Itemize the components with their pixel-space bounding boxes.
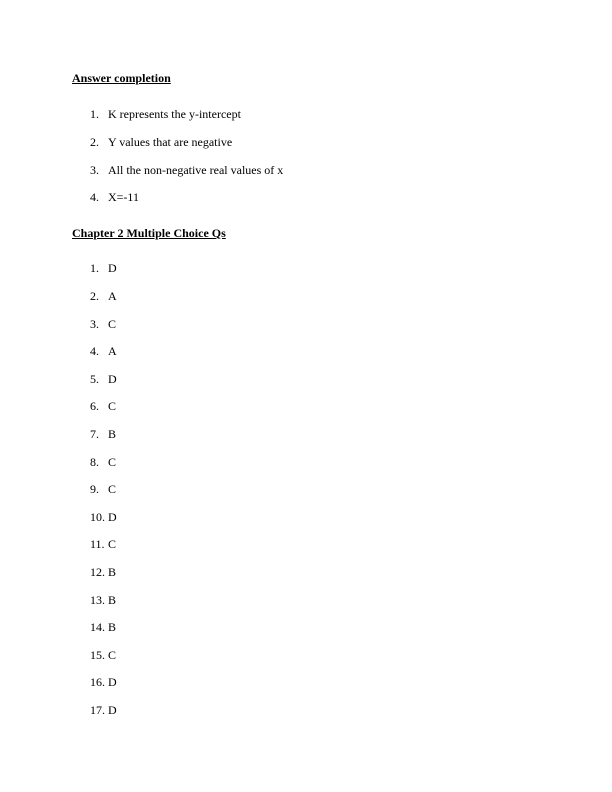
list-text: B — [108, 620, 117, 634]
list-item — [90, 261, 117, 276]
list-text: C — [108, 482, 117, 496]
list-text: X=-11 — [108, 190, 139, 204]
list-text: C — [108, 648, 117, 662]
list-number: 15. — [90, 648, 105, 662]
list-text: K represents the y-intercept — [108, 107, 241, 121]
list-number: 12. — [90, 565, 105, 579]
list-text: B — [108, 427, 117, 441]
list-text: D — [108, 703, 117, 717]
list-number: 4. — [90, 190, 99, 204]
list-number: 10. — [90, 510, 105, 524]
list-text: Y values that are negative — [108, 135, 233, 149]
list-number: 3. — [90, 163, 99, 177]
list-item — [90, 163, 283, 178]
list-item — [90, 703, 117, 718]
list-item — [90, 537, 116, 552]
list-item — [90, 427, 116, 442]
list-item — [90, 510, 117, 525]
list-text: A — [108, 289, 117, 303]
list-text: D — [108, 261, 117, 275]
list-number: 8. — [90, 455, 99, 469]
list-number: 5. — [90, 372, 99, 386]
list-number: 3. — [90, 317, 99, 331]
list-item — [90, 372, 117, 387]
list-number: 2. — [90, 289, 99, 303]
list-number: 2. — [90, 135, 99, 149]
list-item — [90, 675, 117, 690]
list-number: 6. — [90, 399, 99, 413]
list-number: 7. — [90, 427, 99, 441]
list-number: 1. — [90, 107, 99, 121]
list-text: B — [108, 593, 117, 607]
list-number: 1. — [90, 261, 99, 275]
list-text: All the non-negative real values of x — [108, 163, 284, 177]
list-text: D — [108, 675, 117, 689]
list-text: C — [108, 317, 117, 331]
list-number: 13. — [90, 593, 105, 607]
list-item — [90, 648, 116, 663]
list-item — [90, 565, 116, 580]
list-number: 16. — [90, 675, 105, 689]
list-number: 4. — [90, 344, 99, 358]
list-text: D — [108, 372, 117, 386]
list-text: C — [108, 455, 117, 469]
list-item — [90, 107, 241, 122]
list-item — [90, 317, 116, 332]
list-item — [90, 135, 232, 150]
list-number: 9. — [90, 482, 99, 496]
list-item — [90, 190, 139, 205]
section-heading-answer-completion: Answer completion — [72, 71, 171, 85]
list-number: 14. — [90, 620, 105, 634]
list-text: D — [108, 510, 117, 524]
list-number: 11. — [90, 537, 105, 551]
list-text: C — [108, 537, 117, 551]
list-text: A — [108, 344, 117, 358]
list-item — [90, 399, 116, 414]
list-item — [90, 455, 116, 470]
list-item — [90, 620, 116, 635]
list-item — [90, 289, 117, 304]
section-heading-chapter-2: Chapter 2 Multiple Choice Qs — [72, 226, 226, 240]
list-text: C — [108, 399, 117, 413]
list-number: 17. — [90, 703, 105, 717]
list-item — [90, 482, 116, 497]
list-item — [90, 593, 116, 608]
list-item — [90, 344, 117, 359]
list-text: B — [108, 565, 117, 579]
